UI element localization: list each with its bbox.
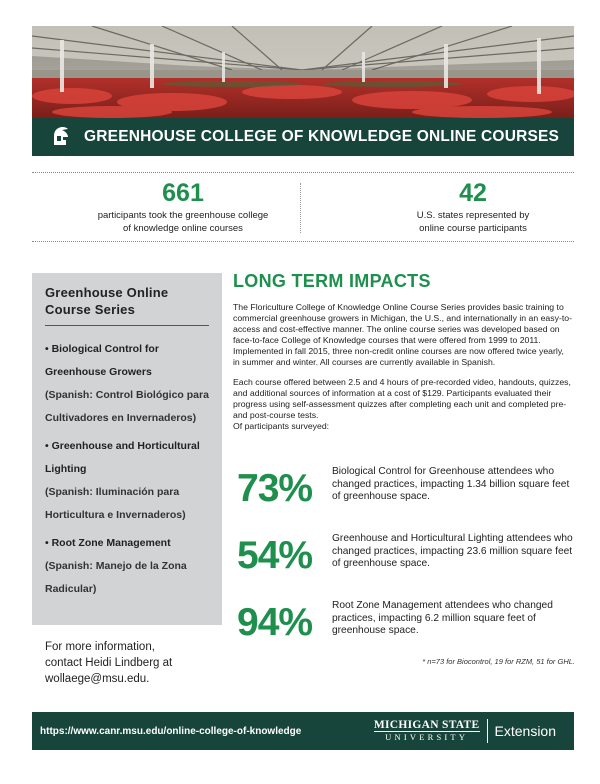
msu-wordmark: MICHIGAN STATE UNIVERSITY [373,719,480,742]
msu-extension-logo [374,719,556,743]
sidebar-course-item: • Biological Control for Greenhouse Growers (Spanish: Control Biológico para Cultivadores en Invernaderos) [45,343,209,424]
title-banner [32,118,574,156]
page-title: GREENHOUSE COLLEGE OF KNOWLEDGE ONLINE COURSES [84,128,560,145]
extension-label: Extension [494,723,556,739]
contact-email[interactable]: wollaege@msu.edu. [45,673,150,685]
spartan-helmet-icon [48,124,74,150]
impact-lighting [237,533,577,589]
stat-number: 661 [162,179,204,207]
sample-size-footnote: * n=73 for Biocontrol, 19 for RZM, 51 for GHL. [422,657,575,666]
impact-text: Greenhouse and Horticultural Lighting attendees who changed practices, impacting 23.6 million square feet of greenhouse space. [332,533,573,569]
course-details-paragraph: Each course offered between 2.5 and 4 hours of pre-recorded video, handouts, quizzes, and additional sources of information at a cost of $129. Participants evaluated their progress using self-assessment quizzes after completing each unit and completed pre- and post-course tests. Of participants surveyed: [233,377,571,431]
impact-percent: 54% [237,534,313,577]
impact-text: Root Zone Management attendees who changed practices, impacting 6.2 million square feet of greenhouse space. [332,600,553,636]
impact-percent: 73% [237,467,313,510]
stats-divider [300,183,301,233]
stat-description: participants took the greenhouse college of knowledge online courses [97,210,269,234]
course-url-link[interactable]: https://www.canr.msu.edu/online-college-of-knowledge [40,725,302,737]
impact-percent: 94% [237,601,313,644]
stat-number: 42 [459,179,487,207]
stat-participants [63,179,303,235]
contact-info: For more information, contact Heidi Lindberg at wollaege@msu.edu. [45,639,220,687]
stats-row [32,172,574,242]
intro-paragraph: The Floriculture College of Knowledge Online Course Series provides basic training to commercial greenhouse growers in Michigan, the U.S., and internationally in an easy-to-access and cost-effective manner. The online course series was developed based on face-to-face College of Knowledge courses that were offered from 1999 to 2011. Implemented in fall 2015, three non-credit online courses are now offered twice yearly, in summer and winter. All courses are currently available in Spanish. [233,302,572,367]
stat-description: U.S. states represented by online course participants [416,210,530,234]
section-heading: LONG TERM IMPACTS [233,271,431,291]
sidebar-course-item: • Greenhouse and Horticultural Lighting (Spanish: Iluminación para Horticultura e Invernaderos) [45,440,200,521]
stat-states [353,179,593,235]
long-term-impacts-section [233,270,573,432]
sidebar-divider [45,325,209,326]
impact-text: Biological Control for Greenhouse attendees who changed practices, impacting 1.34 billion square feet of greenhouse space. [332,466,570,502]
hero-greenhouse-photo [32,26,574,118]
footer-bar [32,712,574,750]
course-series-sidebar [32,273,222,625]
sidebar-title: Greenhouse Online Course Series [45,285,169,317]
impact-root-zone [237,600,577,656]
impact-biocontrol [237,466,577,522]
sidebar-course-item: • Root Zone Management (Spanish: Manejo de la Zona Radicular) [45,537,187,595]
logo-divider [487,719,488,743]
